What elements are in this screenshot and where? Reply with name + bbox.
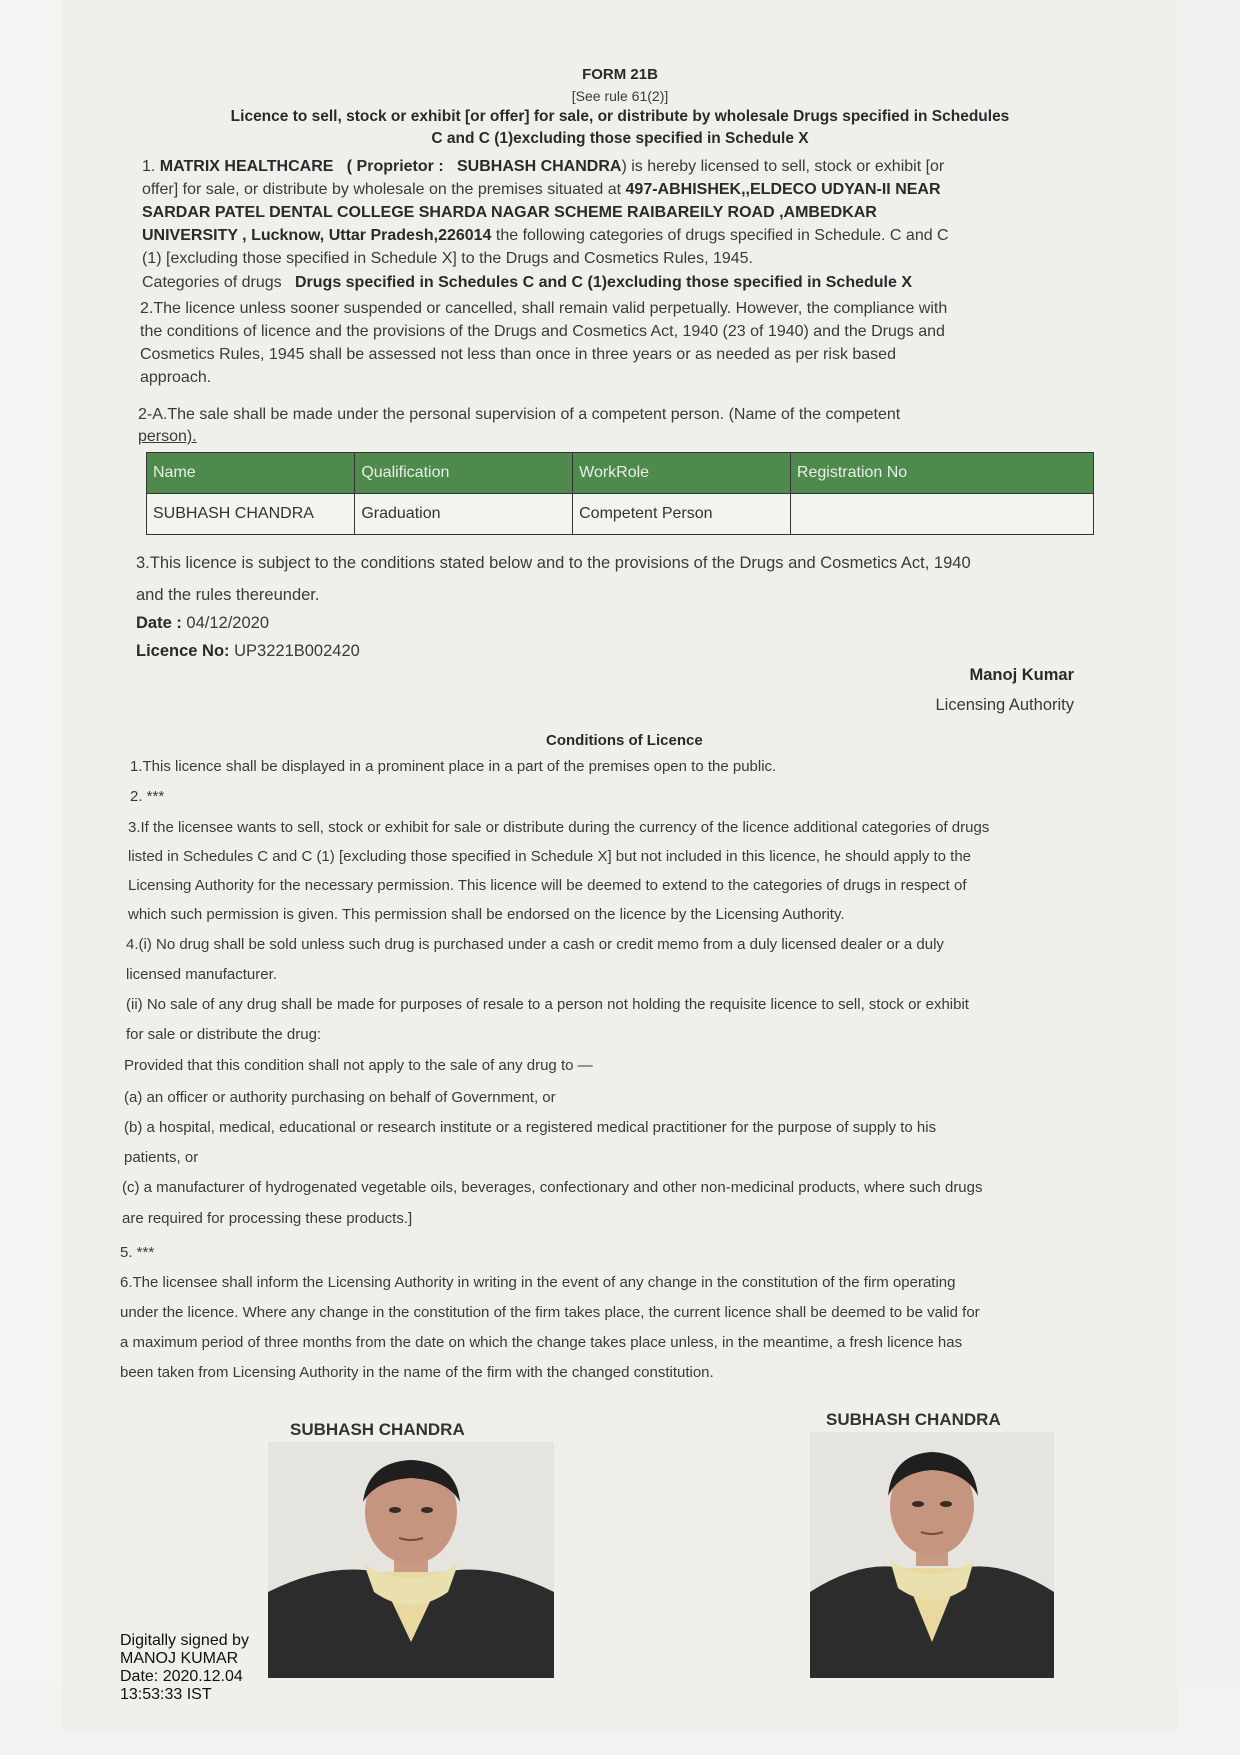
condition-line: under the licence. Where any change in the constitution of the firm takes place, the current licence shall be deemed to be valid for — [120, 1304, 980, 1321]
licence-document — [62, 0, 1178, 1730]
table-header-name: Name — [147, 453, 355, 494]
condition-line: patients, or — [124, 1149, 199, 1166]
table-cell-workrole: Competent Person — [573, 494, 791, 535]
clause2a-line1: 2-A.The sale shall be made under the personal supervision of a competent person. (Name of the competent — [138, 406, 901, 423]
signature-time: 13:53:33 IST — [120, 1686, 212, 1703]
table-header-workrole: WorkRole — [573, 453, 791, 494]
clause1-line3: SARDAR PATEL DENTAL COLLEGE SHARDA NAGAR SCHEME RAIBAREILY ROAD ,AMBEDKAR — [142, 204, 877, 221]
clause2-line2: the conditions of licence and the provisions of the Drugs and Cosmetics Act, 1940 (23 of 1940) and the Drugs and — [140, 323, 945, 340]
signature-name: MANOJ KUMAR — [120, 1650, 239, 1667]
table-cell-name: SUBHASH CHANDRA — [147, 494, 355, 535]
condition-line: 1.This licence shall be displayed in a prominent place in a part of the premises open to the public. — [130, 758, 777, 775]
condition-line: 6.The licensee shall inform the Licensing Authority in writing in the event of any change in the constitution of the firm operating — [120, 1274, 956, 1291]
table-header-registration: Registration No — [790, 453, 1093, 494]
table-header-row — [147, 453, 1094, 494]
authority-name: Manoj Kumar — [969, 666, 1074, 684]
condition-line: 5. *** — [120, 1244, 155, 1261]
clause2-line3: Cosmetics Rules, 1945 shall be assessed not less than once in three years or as needed as per risk based — [140, 346, 896, 363]
condition-line: Provided that this condition shall not apply to the sale of any drug to — — [124, 1057, 593, 1074]
photo-left-name: SUBHASH CHANDRA — [290, 1420, 465, 1439]
condition-line: (c) a manufacturer of hydrogenated vegetable oils, beverages, confectionary and other non-medicinal products, where such drugs — [122, 1179, 983, 1196]
clause3-line2: and the rules thereunder. — [136, 586, 320, 604]
photo-right — [810, 1432, 1054, 1678]
background-right — [1178, 0, 1240, 1755]
digital-signature — [120, 1632, 249, 1704]
clause3-line1: 3.This licence is subject to the conditions stated below and to the provisions of the Drugs and Cosmetics Act, 1940 — [136, 554, 971, 572]
clause1-line4: UNIVERSITY , Lucknow, Uttar Pradesh,226014 the following categories of drugs specified in Schedule. C and C — [142, 227, 949, 244]
form-heading-line1: Licence to sell, stock or exhibit [or offer] for sale, or distribute by wholesale Drugs specified in Schedules — [230, 108, 1010, 125]
condition-line: listed in Schedules C and C (1) [excluding those specified in Schedule X] but not included in this licence, he should apply to the — [128, 848, 972, 865]
condition-line: been taken from Licensing Authority in the name of the firm with the changed constitution. — [120, 1364, 714, 1381]
condition-line: 2. *** — [130, 788, 165, 805]
signature-date: Date: 2020.12.04 — [120, 1668, 243, 1685]
table-cell-qualification: Graduation — [355, 494, 573, 535]
condition-line: licensed manufacturer. — [126, 966, 277, 983]
clause1-line1: 1. MATRIX HEALTHCARE ( Proprietor : SUBHASH CHANDRA) is hereby licensed to sell, stock or exhibit [or — [142, 158, 945, 175]
form-rule: [See rule 61(2)] — [571, 88, 669, 104]
clause1-line2: offer] for sale, or distribute by wholesale on the premises situated at 497-ABHISHEK,,ELDECO UDYAN-II NEAR — [142, 181, 941, 198]
person-portrait-icon — [268, 1442, 554, 1678]
clause2a-line2: person). — [138, 428, 197, 445]
categories-of-drugs: Categories of drugs Drugs specified in Schedules C and C (1)excluding those specified in Schedule X — [142, 274, 913, 291]
condition-line: 3.If the licensee wants to sell, stock or exhibit for sale or distribute during the currency of the licence additional categories of drugs — [128, 819, 990, 836]
condition-line: are required for processing these products.] — [122, 1210, 413, 1227]
condition-line: Licensing Authority for the necessary permission. This licence will be deemed to extend to the categories of drugs in respect of — [128, 877, 967, 894]
person-portrait-icon — [810, 1432, 1054, 1678]
condition-line: (a) an officer or authority purchasing on behalf of Government, or — [124, 1089, 556, 1106]
condition-line: (b) a hospital, medical, educational or research institute or a registered medical practitioner for the purpose of supply to his — [124, 1119, 937, 1136]
table-header-qualification: Qualification — [355, 453, 573, 494]
table-row — [147, 494, 1094, 535]
condition-line: which such permission is given. This permission shall be endorsed on the licence by the Licensing Authority. — [128, 906, 845, 923]
competent-person-table — [146, 452, 1094, 535]
condition-line: a maximum period of three months from the date on which the change takes place unless, in the meantime, a fresh licence has — [120, 1334, 963, 1351]
licence-number: Licence No: UP3221B002420 — [136, 642, 360, 660]
clause2-line1: 2.The licence unless sooner suspended or cancelled, shall remain valid perpetually. However, the compliance with — [140, 300, 948, 317]
signature-line: Digitally signed by — [120, 1632, 249, 1649]
background-left — [0, 0, 62, 1755]
clause1-line5: (1) [excluding those specified in Schedule X] to the Drugs and Cosmetics Rules, 1945. — [142, 250, 753, 267]
form-heading-line2: C and C (1)excluding those specified in Schedule X — [431, 130, 809, 147]
table-cell-registration — [790, 494, 1093, 535]
authority-title: Licensing Authority — [935, 696, 1074, 714]
conditions-heading: Conditions of Licence — [546, 732, 703, 749]
condition-line: (ii) No sale of any drug shall be made for purposes of resale to a person not holding the requisite licence to sell, stock or exhibit — [126, 996, 969, 1013]
condition-line: 4.(i) No drug shall be sold unless such drug is purchased under a cash or credit memo from a duly licensed dealer or a duly — [126, 936, 944, 953]
photo-left — [268, 1442, 554, 1678]
photo-right-name: SUBHASH CHANDRA — [826, 1410, 1001, 1429]
licence-date: Date : 04/12/2020 — [136, 614, 270, 632]
clause2-line4: approach. — [140, 369, 212, 386]
condition-line: for sale or distribute the drug: — [126, 1026, 322, 1043]
form-title: FORM 21B — [582, 66, 658, 83]
